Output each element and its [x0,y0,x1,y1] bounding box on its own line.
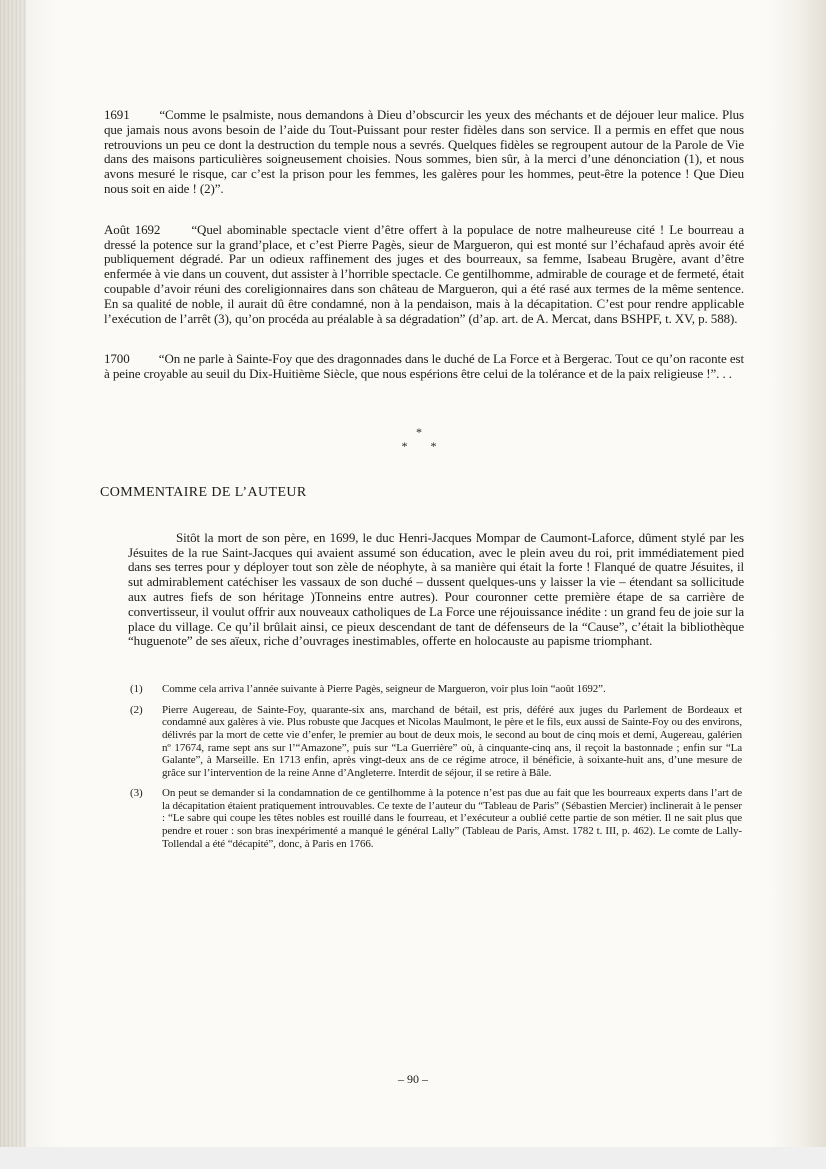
footnote-number: (1) [130,683,143,696]
chronicle-entry-1700 [104,352,744,382]
book-binding-edge [0,0,26,1169]
footnotes [130,683,742,850]
footnote-text: Comme cela arriva l’année suivante à Pierre Pagès, seigneur de Margueron, voir plus loin “août 1692”. [162,683,606,696]
entry-date: 1691 [104,107,130,122]
page-content [100,107,745,858]
scan-bottom-margin [0,1147,826,1169]
author-commentary: Sitôt la mort de son père, en 1699, le duc Henri-Jacques Mompar de Caumont-Laforce, dûment stylé par les Jésuites de la rue Saint-Jacques qui avaient assumé son éducation, avec le plein aveu du roi, prit immédiatement pied dans ses terres pour y déployer tout son zèle de néophyte, à sa manière qui était la forte ! Flanqué de quatre Jésuites, il sut admirablement catéchiser les vassaux de son duché – dussent quelques-uns y laisser la vie – étendant sa sollicitude aux autres fiefs de son héritage )Tonneins entre autres). Pour couronner cette première étape de sa carrière de convertisseur, il voulut offrir aux nouveaux catholiques de La Force une réjouissance inédite : un grand feu de joie sur la place du village. Ce qu’il brûlait ainsi, ce pieux descendant de tant de défenseurs de la “Cause”, c’était la bibliothèque “huguenote” de ses aïeux, riche d’ouvrages inestimables, offerte en holocauste au papisme triomphant. [128,529,744,649]
footnote [130,787,742,850]
chronicle-entry-1691 [104,108,744,197]
entry-text: “On ne parle à Sainte-Foy que des dragonnades dans le duché de La Force et à Bergerac. Tout ce qu’on raconte est à peine croyable au seuil du Dix-Huitième Siècle, que nous espérions être celui de la tolérance et de la paix religieuse !”. . . [104,351,744,382]
separator-stars-bottom: * * [401,438,447,453]
footnote [130,683,742,696]
page-number: – 90 – [398,1072,428,1086]
separator-star-top: * [416,424,432,439]
section-heading: COMMENTAIRE DE L’AUTEUR [100,484,307,500]
footnote-text: Pierre Augereau, de Sainte-Foy, quarante-six ans, marchand de bétail, est pris, déféré aux juges du Parlement de Bordeaux et condamné aux galères à vie. Plus robuste que Jacques et Nicolas Maulmont, le père et le fils, eux aussi de Sainte-Foy ou des environs, délivrés par la mort de cette vie d’enfer, le premier au bout de deux mois, le second au bout de cinq mois et demi, Augereau, galérien nº 17674, rame sept ans sur l’“Amazone”, puis sur “La Guerrière” où, à cinquante-cinq ans, il reçoit la bastonnade ; enfin sur “La Galante”, à Marseille. En 1713 enfin, après vingt-deux ans de ce régime atroce, il bénéficie, à soixante-huit ans, d’une mesure de grâce sur l’intervention de la reine Anne d’Angleterre. Interdit de séjour, il se retire à Bâle. [162,703,742,779]
footnote-number: (2) [130,703,143,716]
footnote [130,704,742,780]
entry-text: “Comme le psalmiste, nous demandons à Dieu d’obscurcir les yeux des méchants et de déjouer leur malice. Plus que jamais nous avons besoin de l’aide du Tout-Puissant pour rester fidèles dans son service. Il a permis en effet que nous retrouvions un peu ce dont la destruction du temple nous a sevrés. Quelques fidèles se regroupent autour de la Parole de Vie dans des maisons particulières soigneusement choisies. Nous sommes, bien sûr, à la merci d’une dénonciation (1), et nous avons mesuré le risque, car c’est la prison pour les femmes, les galères pour les hommes, peut-être la potence ! Que Dieu nous soit en aide ! (2)”. [104,107,745,196]
entry-date: 1700 [104,351,130,367]
section-separator [104,426,744,452]
entry-text: “Quel abominable spectacle vient d’être offert à la populace de notre malheureuse cité ! Le bourreau a dressé la potence sur la grand’place, et c’est Pierre Pagès, sieur de Margueron, qui est monté sur l’échafaud après avoir été publiquement dégradé. Par un odieux raffinement des juges et des bourreaux, sa femme, Isabeau Brugère, avant d’être enfermée à vie dans un couvent, dut assister à l’horrible spectacle. Ce gentilhomme, admirable de courage et de fermeté, était coupable d’avoir réuni des coreligionnaires dans son château de Margueron, qui a été rasé aux termes de la même sentence. En sa qualité de noble, il aurait dû être condamné, non à la pendaison, mais à la décapitation. C’est pour rendre applicable l’exécution de l’arrêt (3), qu’on procéda au préalable à sa dégradation” (d’ap. art. de A. Mercat, dans BSHPF, t. XV, p. 588). [104,221,744,326]
entry-date: Août 1692 [104,221,161,237]
footnote-number: (3) [130,787,143,800]
footnote-text: On peut se demander si la condamnation de ce gentilhomme à la potence n’est pas due au fait que les bourreaux experts dans l’art de la décapitation étaient pratiquement introuvables. Ce texte de l’auteur du “Tableau de Paris” (Sébastien Mercier) inclinerait à le penser : “Le sabre qui coupe les têtes nobles est rouillé dans le fourreau, et l’exécuteur a oublié cette partie de son métier. Il ne sait plus que pendre et rouer : son bras inexpérimenté a manqué le général Lally” (Tableau de Paris, Amst. 1782 t. III, p. 462). Le comte de Lally-Tollendal a été “décapité”, donc, à Paris en 1766. [162,787,742,850]
chronicle-entry-1692 [104,223,744,327]
